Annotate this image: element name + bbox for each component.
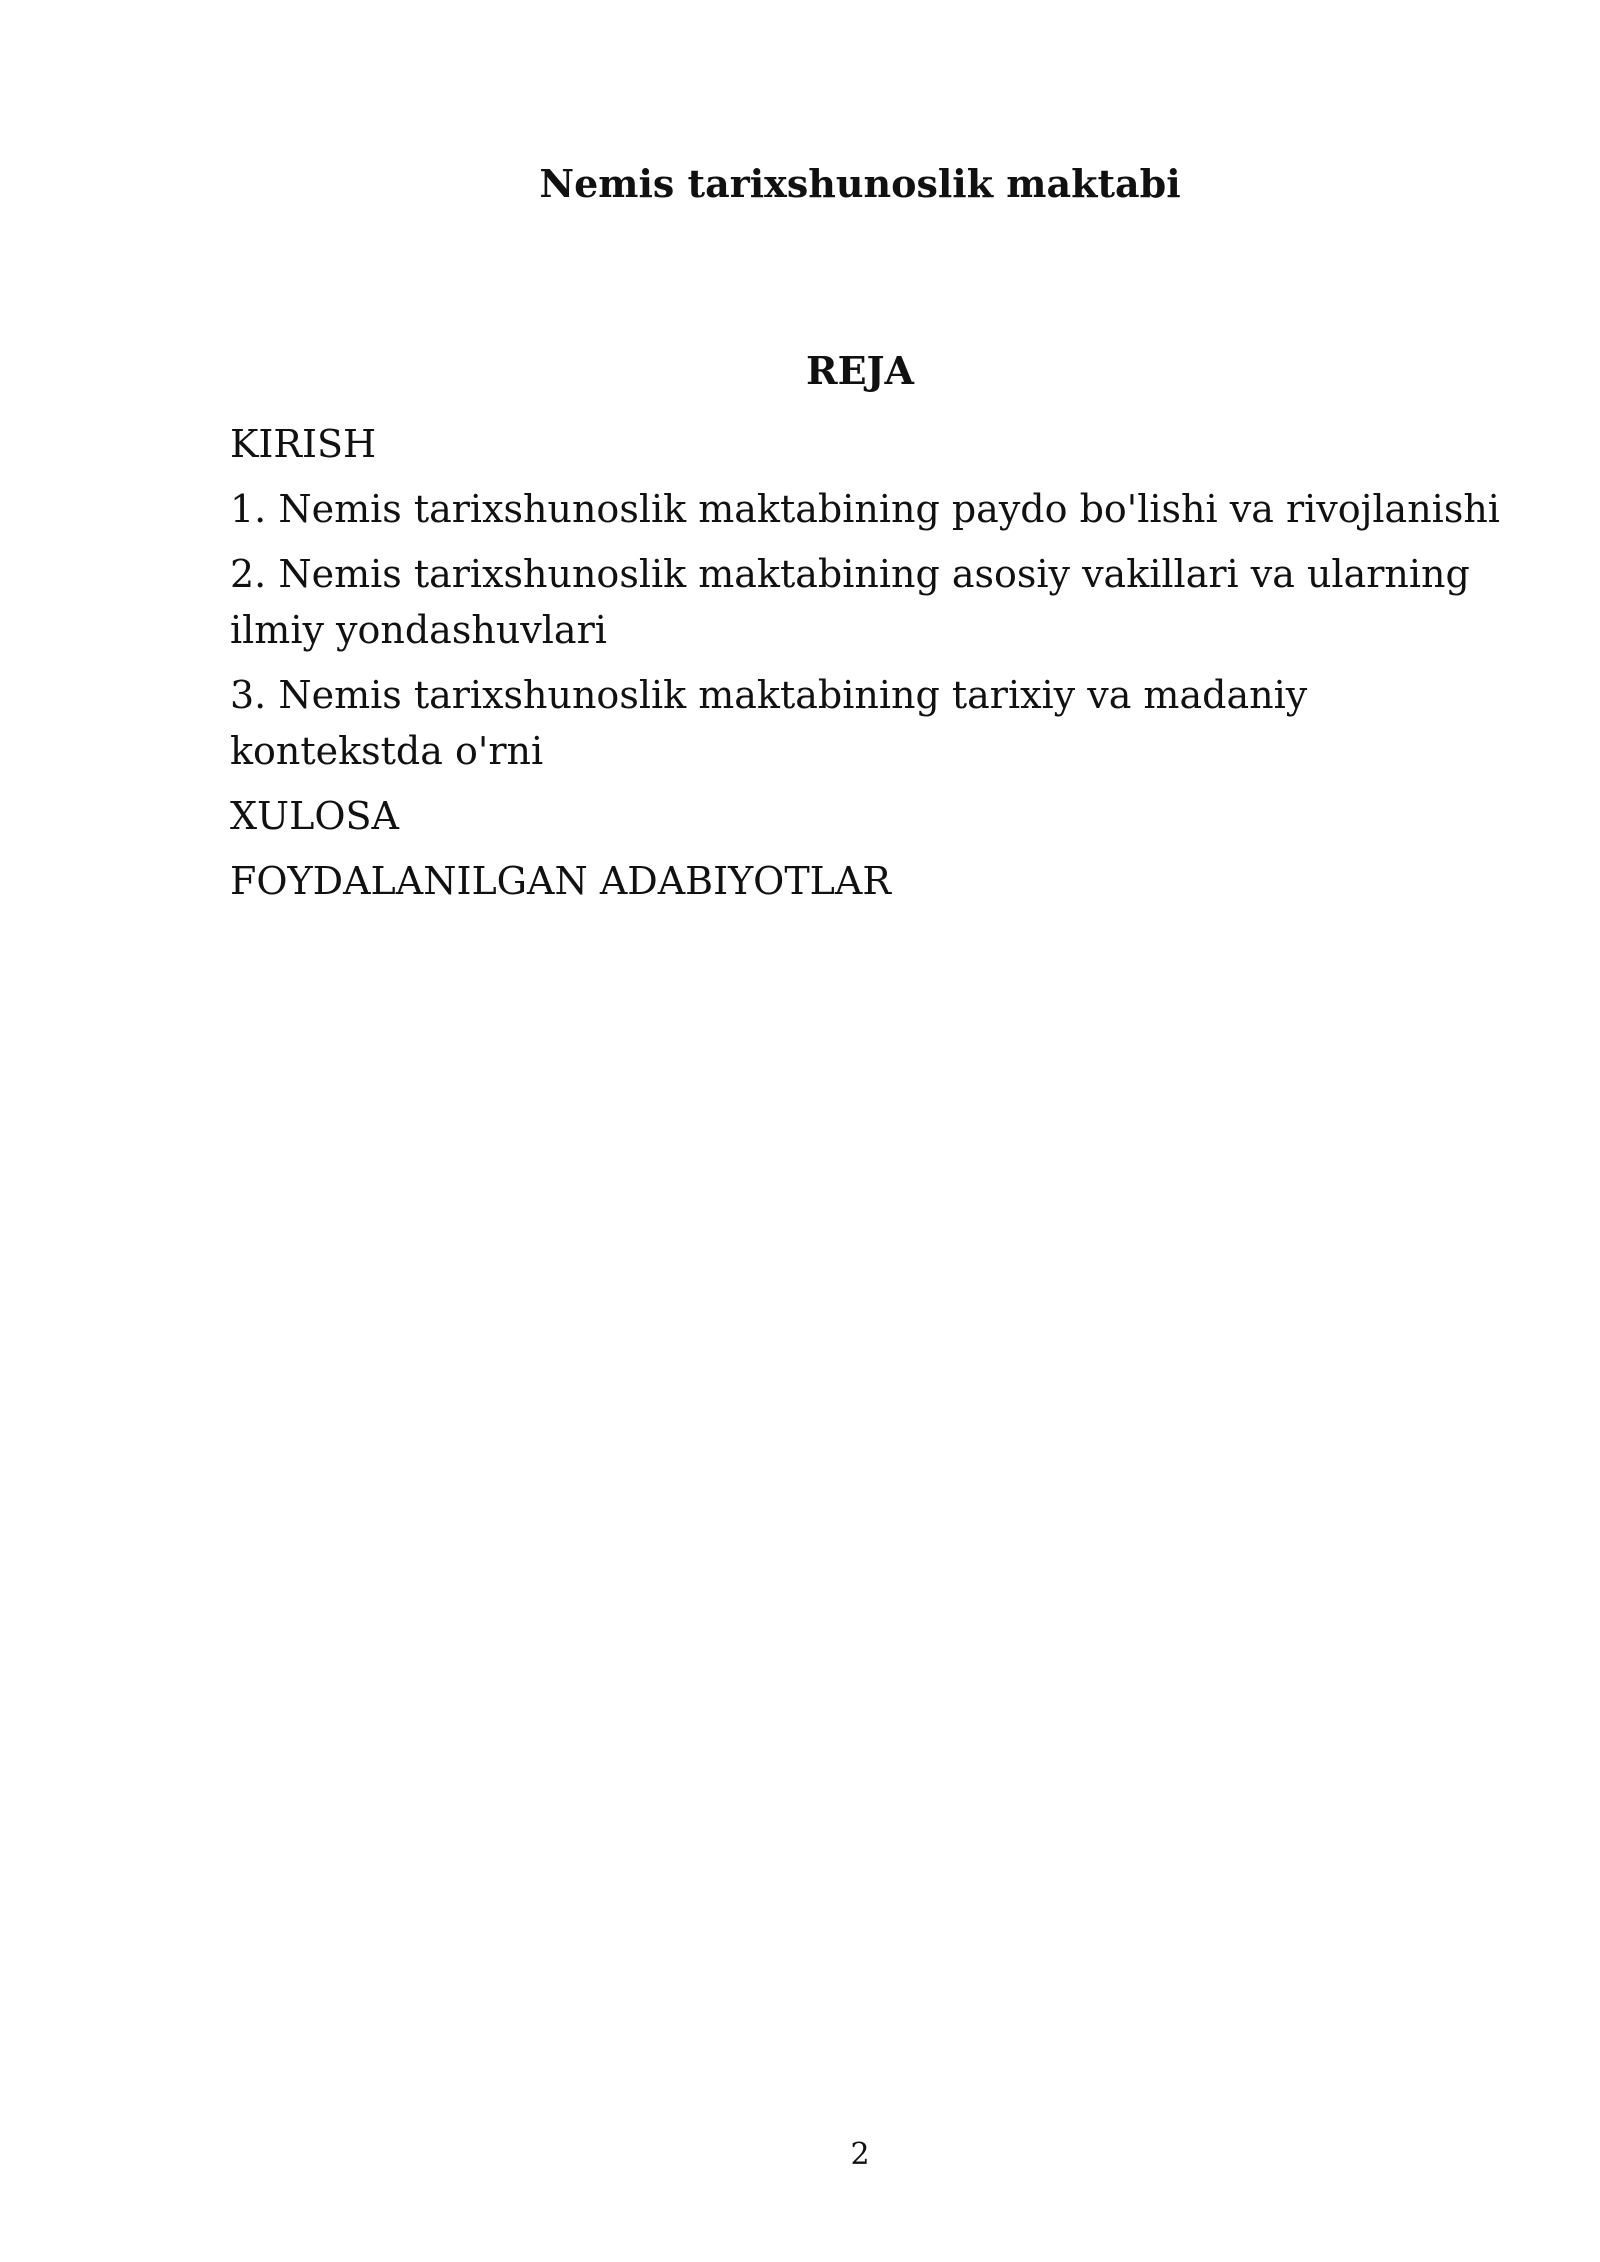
plan-heading: REJA: [805, 348, 914, 393]
document-title: Nemis tarixshunoslik maktabi: [539, 161, 1181, 206]
page-number: 2: [850, 2137, 870, 2172]
plan-list: [230, 416, 1500, 918]
plan-item-introduction: KIRISH: [230, 422, 377, 466]
plan-item-1: 1. Nemis tarixshunoslik maktabining paydo bo'lishi va rivojlanishi: [230, 487, 1500, 531]
plan-item-references: FOYDALANILGAN ADABIYOTLAR: [230, 859, 891, 903]
plan-item-2: 2. Nemis tarixshunoslik maktabining asosiy vakillari va ularning ilmiy yondashuvlari: [230, 552, 1470, 652]
plan-item-conclusion: XULOSA: [230, 794, 399, 838]
plan-item-3: 3. Nemis tarixshunoslik maktabining tarixiy va madaniy kontekstda o'rni: [230, 673, 1308, 773]
